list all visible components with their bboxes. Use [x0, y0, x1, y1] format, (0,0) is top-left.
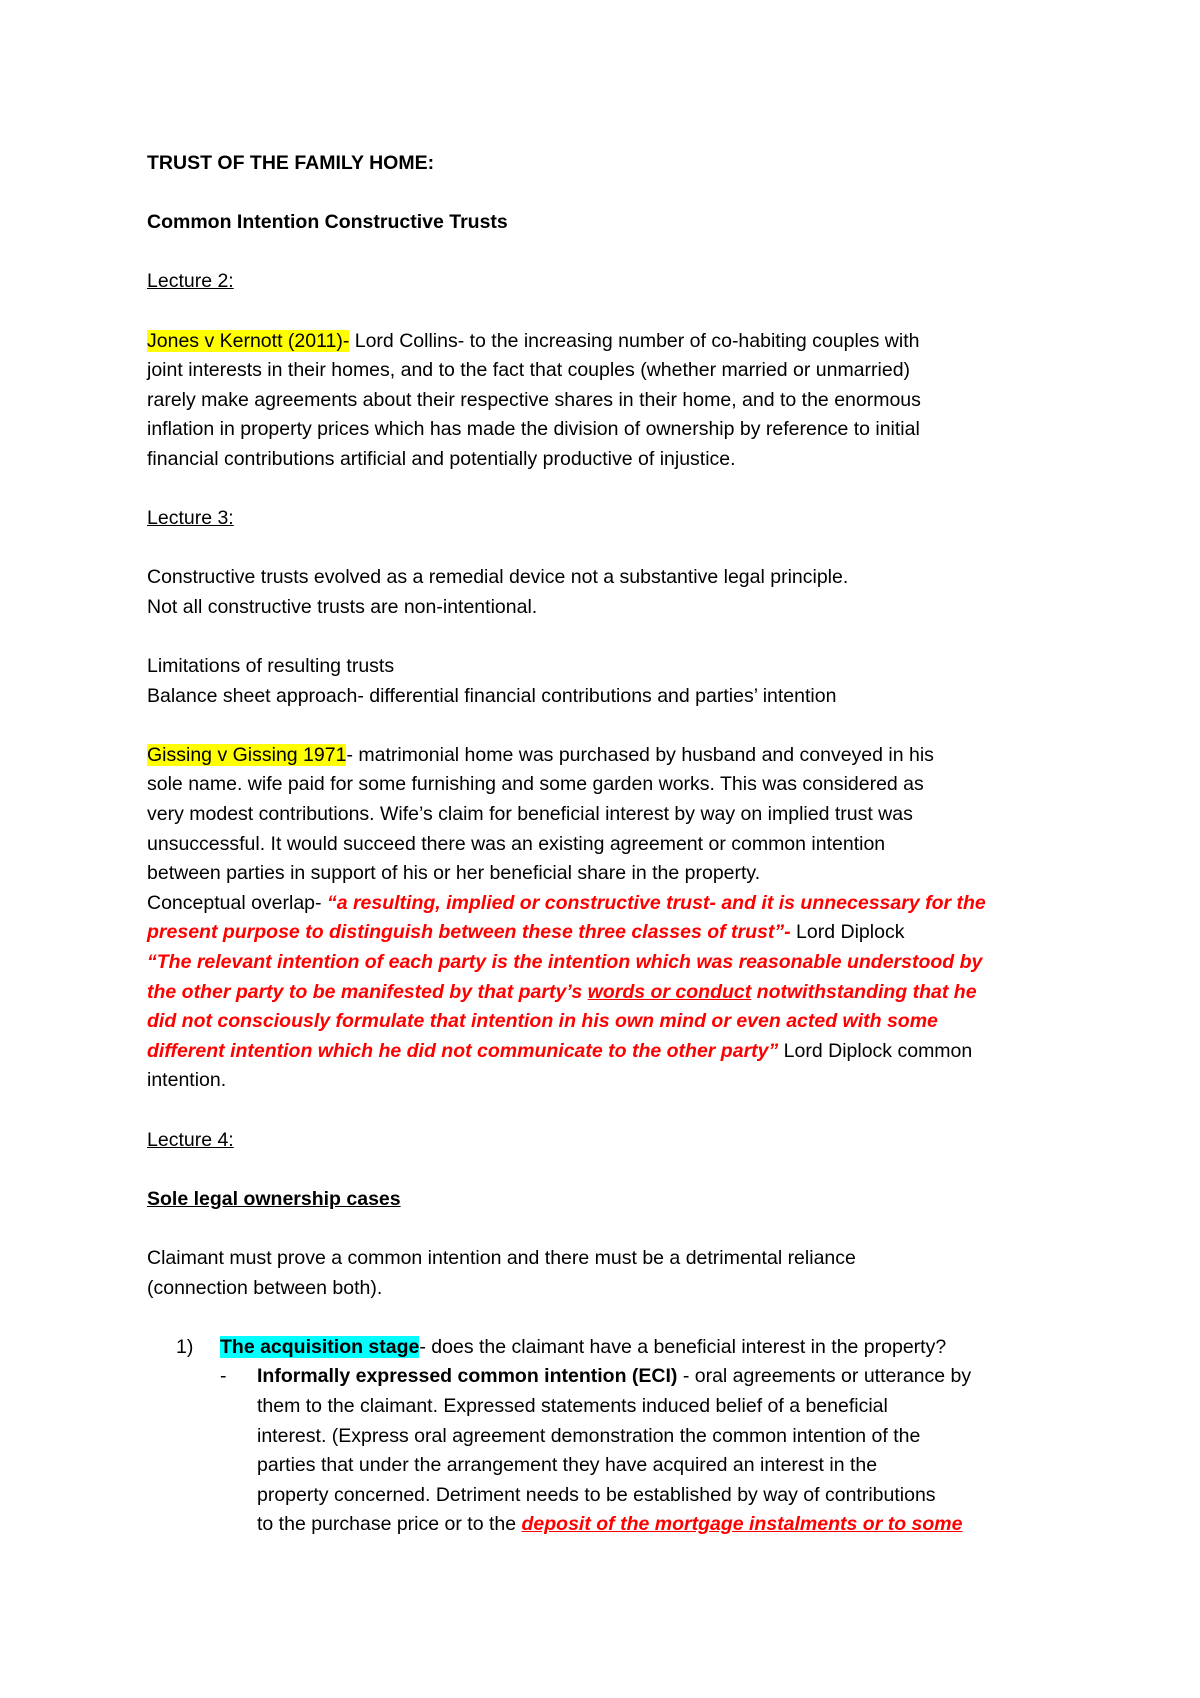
lecture-3-line: Not all constructive trusts are non-intentional. — [147, 595, 538, 618]
diplock-quote-line: intention. — [147, 1069, 227, 1092]
diplock-quote-underlined: words or conduct — [587, 980, 752, 1003]
list-item-text: - does the claimant have a beneficial interest in the property? — [419, 1335, 947, 1358]
bullet-line — [147, 1510, 1082, 1540]
diplock-quote-line — [147, 1037, 1082, 1067]
overlap-quote: “a resulting, implied or constructive trust- and it is unnecessary for the — [326, 891, 986, 914]
lecture-4-line: Claimant must prove a common intention and there must be a detrimental reliance — [147, 1246, 856, 1269]
bullet-red-text: deposit of the mortgage instalments or to some — [521, 1513, 963, 1536]
lecture-2-line: inflation in property prices which has made the division of ownership by reference to initial — [147, 418, 920, 441]
bullet-line: them to the claimant. Expressed statements induced belief of a beneficial — [257, 1394, 888, 1417]
overlap-attribution: Lord Diplock — [790, 921, 905, 944]
gissing-line: very modest contributions. Wife’s claim for beneficial interest by way on implied trust was — [147, 803, 913, 826]
case-name-highlight: Jones v Kernott (2011)- — [147, 329, 350, 352]
bullet-dash: - — [220, 1365, 227, 1388]
diplock-attribution: Lord Diplock common — [778, 1039, 973, 1062]
document-body — [147, 149, 1082, 1540]
lecture-3-line: Constructive trusts evolved as a remedial device not a substantive legal principle. — [147, 566, 849, 589]
document-title: TRUST OF THE FAMILY HOME: — [147, 152, 435, 174]
gissing-text: - matrimonial home was purchased by husband and conveyed in his — [346, 743, 934, 766]
numbered-list-item — [147, 1333, 1082, 1363]
bullet-line: interest. (Express oral agreement demonstration the common intention of the — [257, 1424, 921, 1447]
lecture-4-line: (connection between both). — [147, 1276, 383, 1299]
lecture-3-line: Balance sheet approach- differential financial contributions and parties’ intention — [147, 684, 837, 707]
diplock-quote-text: the other party to be manifested by that party’s — [147, 980, 588, 1003]
diplock-quote-text: notwithstanding that he — [751, 980, 977, 1003]
section-heading: Sole legal ownership cases — [147, 1187, 401, 1210]
lecture-2-heading: Lecture 2: — [147, 270, 234, 293]
lecture-2-line — [147, 327, 1082, 357]
overlap-quote: present purpose to distinguish between these three classes of trust”- — [147, 921, 791, 944]
gissing-line: unsuccessful. It would succeed there was an existing agreement or common intention — [147, 832, 886, 855]
lecture-4-heading: Lecture 4: — [147, 1128, 234, 1151]
acquisition-stage-highlight: The acquisition stage — [220, 1335, 420, 1358]
diplock-quote-text: different intention which he did not communicate to the other party” — [147, 1039, 779, 1062]
overlap-label: Conceptual overlap- — [147, 891, 327, 914]
lecture-2-text: Lord Collins- to the increasing number of co-habiting couples with — [349, 329, 920, 352]
bullet-line: parties that under the arrangement they have acquired an interest in the — [257, 1454, 878, 1477]
lecture-2-line: joint interests in their homes, and to the fact that couples (whether married or unmarried) — [147, 359, 911, 382]
overlap-line — [147, 918, 1082, 948]
lecture-2-line: rarely make agreements about their respective shares in their home, and to the enormous — [147, 388, 921, 411]
diplock-quote-line — [147, 978, 1082, 1008]
gissing-line: between parties in support of his or her beneficial share in the property. — [147, 862, 761, 885]
document-subtitle: Common Intention Constructive Trusts — [147, 211, 508, 234]
diplock-quote-line: “The relevant intention of each party is the intention which was reasonable understood by — [147, 951, 983, 974]
case-name-highlight: Gissing v Gissing 1971 — [147, 743, 347, 766]
bullet-item — [147, 1362, 1082, 1392]
overlap-line — [147, 889, 1082, 919]
bullet-bold-label: Informally expressed common intention (ECI) — [257, 1365, 678, 1388]
lecture-3-line: Limitations of resulting trusts — [147, 655, 395, 678]
list-number: 1) — [176, 1335, 194, 1358]
gissing-line: sole name. wife paid for some furnishing and some garden works. This was considered as — [147, 773, 924, 796]
bullet-text: - oral agreements or utterance by — [677, 1365, 972, 1388]
gissing-line — [147, 741, 1082, 771]
bullet-text: to the purchase price or to the — [257, 1513, 522, 1536]
bullet-line: property concerned. Detriment needs to be established by way of contributions — [257, 1483, 936, 1506]
diplock-quote-line: did not consciously formulate that intention in his own mind or even acted with some — [147, 1010, 938, 1033]
lecture-3-heading: Lecture 3: — [147, 507, 234, 530]
lecture-2-line: financial contributions artificial and potentially productive of injustice. — [147, 447, 736, 470]
